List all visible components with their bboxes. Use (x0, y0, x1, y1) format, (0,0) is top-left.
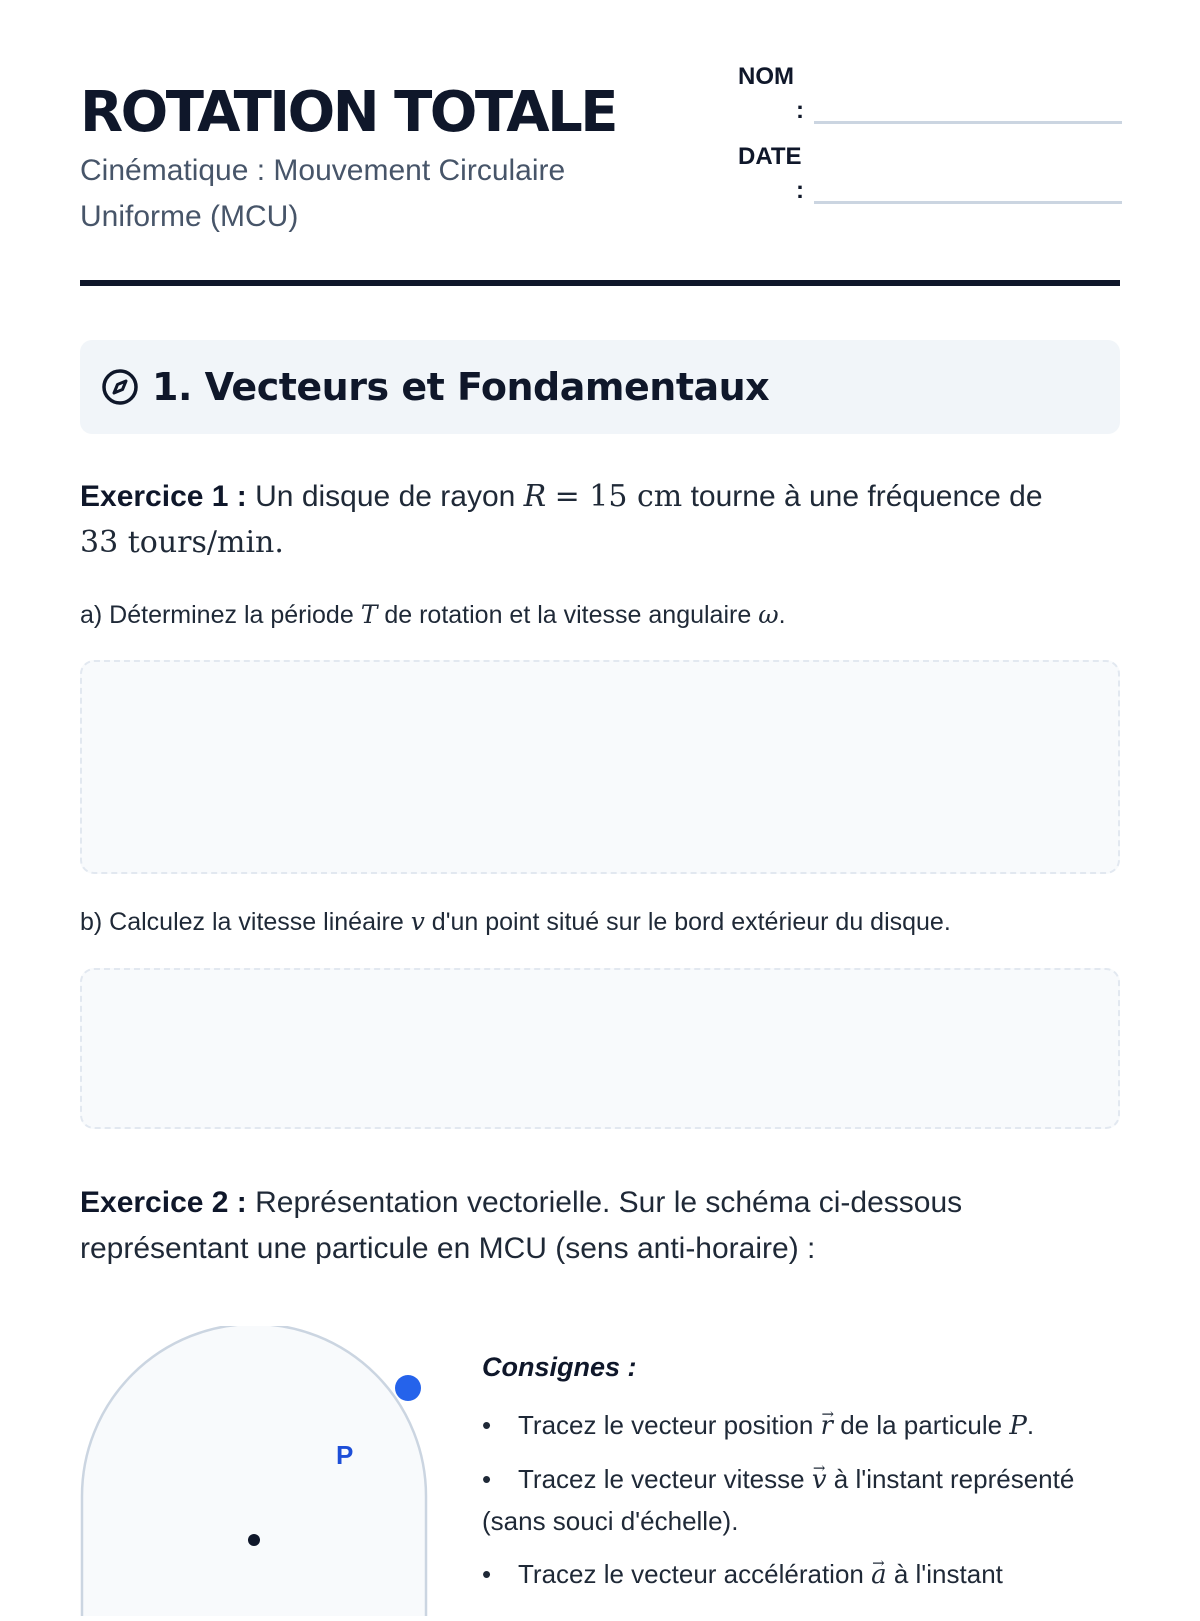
date-field (738, 143, 1122, 208)
nom-input-line[interactable] (814, 121, 1122, 124)
answer-box-a[interactable] (80, 660, 1120, 874)
exercise-1-statement: Exercice 1 : Un disque de rayon R = 15 cm tourne à une fréquence de 33 tours/min. (80, 479, 1043, 560)
date-input-line[interactable] (814, 201, 1122, 204)
nom-field (738, 63, 1122, 128)
date-colon: : (796, 177, 804, 204)
section-title: 1. Vecteurs et Fondamentaux (152, 365, 770, 409)
date-label: DATE (738, 143, 802, 170)
point-label-p: P (336, 1440, 354, 1470)
header-divider (80, 280, 1120, 286)
exercise-2-label: Exercice 2 : (80, 1186, 247, 1219)
student-fields (738, 63, 1122, 240)
instructions (482, 1352, 1122, 1608)
instructions-list (482, 1405, 1122, 1596)
question-b: b) Calculez la vitesse linéaire v d'un point situé sur le bord extérieur du disque. (80, 907, 951, 936)
page-subtitle: Cinématique : Mouvement Circulaire Uniforme (MCU) (80, 154, 566, 233)
instructions-title: Consignes : (482, 1352, 637, 1382)
center-dot (248, 1534, 260, 1546)
section-header (80, 340, 1120, 434)
particle-dot (395, 1375, 421, 1401)
exercise-2-statement: Exercice 2 : Représentation vectorielle. Sur le schéma ci-dessous représentant une particule en MCU (sens anti-horaire) : (80, 1186, 963, 1265)
list-item: •Tracez le vecteur accélération → a à l'instant (482, 1554, 1122, 1596)
list-item: •Tracez le vecteur vitesse → v à l'instant représenté (sans souci d'échelle). (482, 1459, 1122, 1542)
circular-trajectory (82, 1326, 426, 1616)
exercise-1-label: Exercice 1 : (80, 480, 247, 513)
question-a: a) Déterminez la période T de rotation et la vitesse angulaire ω. (80, 600, 786, 629)
answer-box-b[interactable] (80, 968, 1120, 1129)
mcu-diagram (80, 1326, 428, 1616)
page-title: ROTATION TOTALE (80, 80, 617, 145)
nom-colon: : (796, 97, 804, 124)
compass-icon (100, 367, 140, 407)
list-item: •Tracez le vecteur position → r de la particule P. (482, 1405, 1122, 1447)
nom-label: NOM (738, 63, 794, 90)
